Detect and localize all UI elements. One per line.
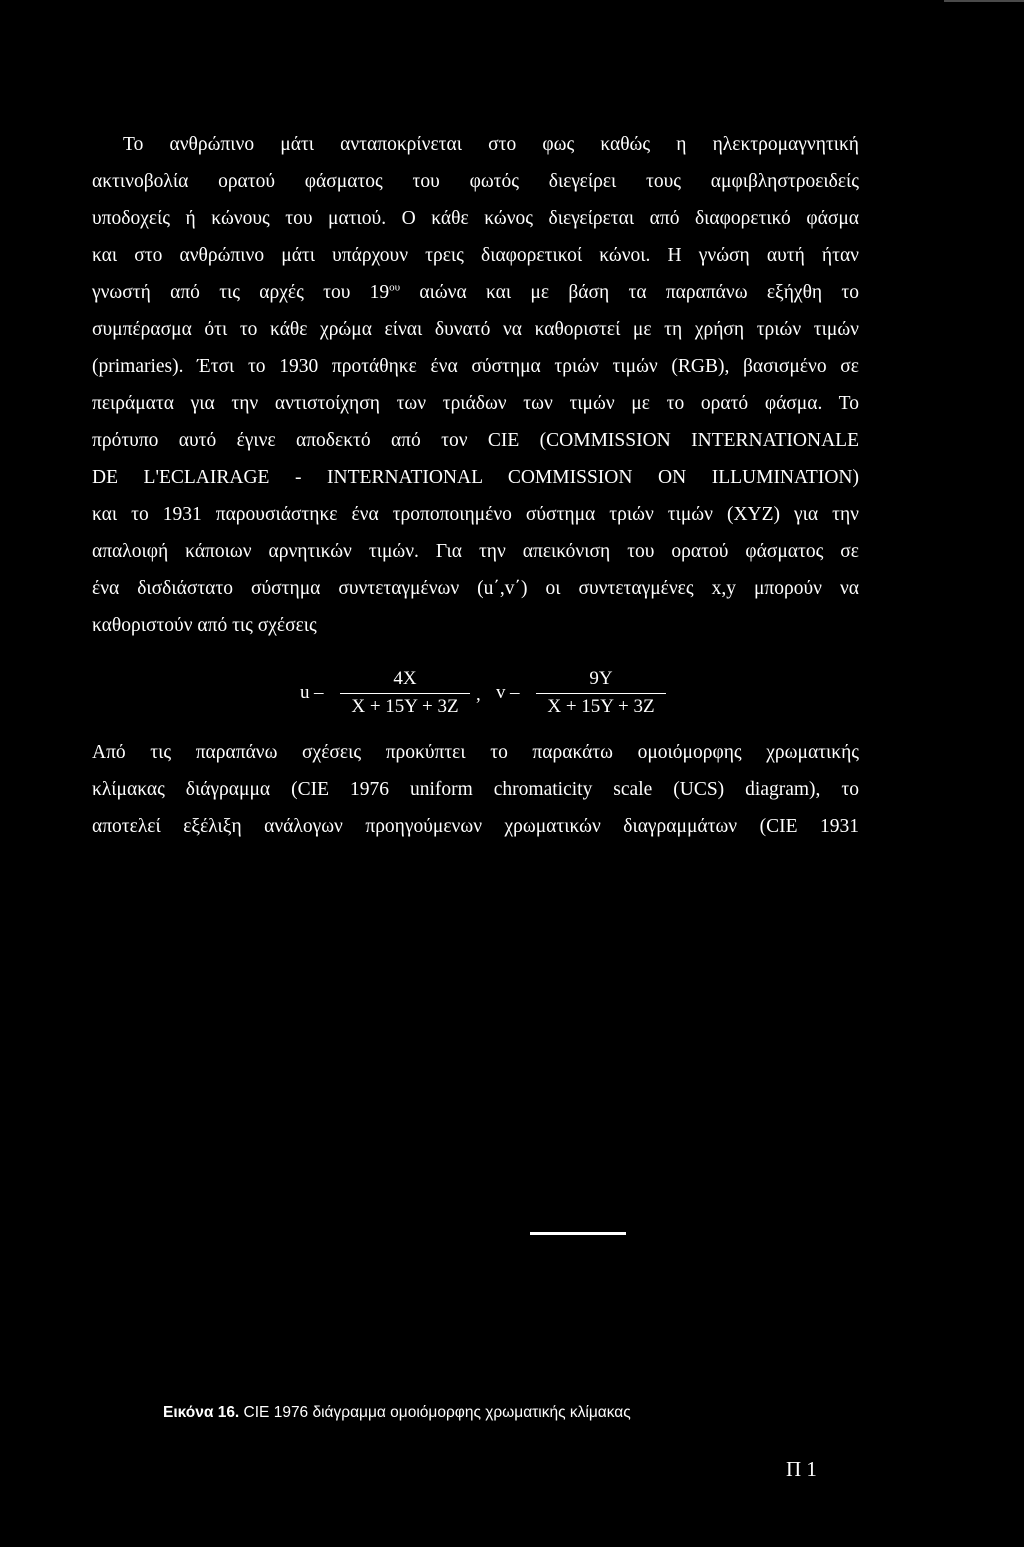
text-fragment: γνωστή από τις αρχές του 19 [92, 282, 390, 303]
text-line: DE L'ECLAIRAGE - INTERNATIONAL COMMISSION ON ILLUMINATION) [92, 467, 859, 488]
text-line-with-superscript [92, 274, 859, 311]
text-line: Από τις παραπάνω σχέσεις προκύπτει το παρακάτω ομοιόμορφης χρωματικής [92, 742, 859, 763]
u-equals-sign: – [314, 682, 324, 703]
formula-separator: , [476, 684, 481, 705]
u-fraction-bar [340, 693, 470, 694]
top-edge-rule [944, 0, 1024, 2]
text-line: ακτινοβολία ορατού φάσματος του φωτός διεγείρει τους αμφιβληστροειδείς [92, 171, 859, 192]
figure-caption [163, 1404, 631, 1422]
text-line: και στο ανθρώπινο μάτι υπάρχουν τρεις διαφορετικοί κώνοι. Η γνώση αυτή ήταν [92, 245, 859, 266]
text-line: υποδοχείς ή κώνους του ματιού. Ο κάθε κώνος διεγείρεται από διαφορετικό φάσμα [92, 208, 859, 229]
text-line: απαλοιφή κάποιων αρνητικών τιμών. Για την απεικόνιση του ορατού φάσματος σε [92, 541, 859, 562]
v-numerator: 9Y [589, 668, 613, 689]
uv-formula [300, 668, 720, 724]
text-line: πρότυπο αυτό έγινε αποδεκτό από τον CIE (COMMISSION INTERNATIONALE [92, 430, 859, 451]
v-fraction-bar [536, 693, 666, 694]
text-line: συμπέρασμα ότι το κάθε χρώμα είναι δυνατό να καθοριστεί με τη χρήση τριών τιμών [92, 319, 859, 340]
v-variable: v [496, 682, 506, 703]
text-line: κλίμακας διάγραμμα (CIE 1976 uniform chromaticity scale (UCS) diagram), το [92, 779, 859, 800]
text-line: (primaries). Έτσι το 1930 προτάθηκε ένα σύστημα τριών τιμών (RGB), βασισμένο σε [92, 356, 859, 377]
u-denominator: X + 15Y + 3Z [351, 696, 459, 717]
figure-placeholder-rule [530, 1232, 626, 1235]
caption-label: Εικόνα 16. [163, 1404, 240, 1421]
page-number: Π 1 [786, 1457, 817, 1481]
paragraph-1 [92, 126, 859, 644]
caption-text: CIE 1976 διάγραμμα ομοιόμορφης χρωματικής κλίμακας [239, 1404, 631, 1421]
text-line: ένα δισδιάστατο σύστημα συντεταγμένων (u΄,v΄) οι συντεταγμένες x,y μπορούν να [92, 578, 859, 599]
u-numerator: 4X [393, 668, 417, 689]
text-fragment: αιώνα και με βάση τα παραπάνω εξήχθη το [400, 282, 859, 303]
v-denominator: X + 15Y + 3Z [547, 696, 655, 717]
v-equals-sign: – [510, 682, 520, 703]
text-line: Το ανθρώπινο μάτι ανταποκρίνεται στο φως καθώς η ηλεκτρομαγνητική [123, 134, 859, 155]
ordinal-superscript: ου [389, 281, 401, 294]
text-line: και το 1931 παρουσιάστηκε ένα τροποποιημένο σύστημα τριών τιμών (XYZ) για την [92, 504, 859, 525]
paragraph-2 [92, 734, 859, 845]
text-line: πειράματα για την αντιστοίχηση των τριάδων των τιμών με το ορατό φάσμα. Το [92, 393, 859, 414]
u-variable: u [300, 682, 310, 703]
text-line: καθοριστούν από τις σχέσεις [92, 615, 317, 636]
text-line: αποτελεί εξέλιξη ανάλογων προηγούμενων χρωματικών διαγραμμάτων (CIE 1931 [92, 816, 859, 837]
